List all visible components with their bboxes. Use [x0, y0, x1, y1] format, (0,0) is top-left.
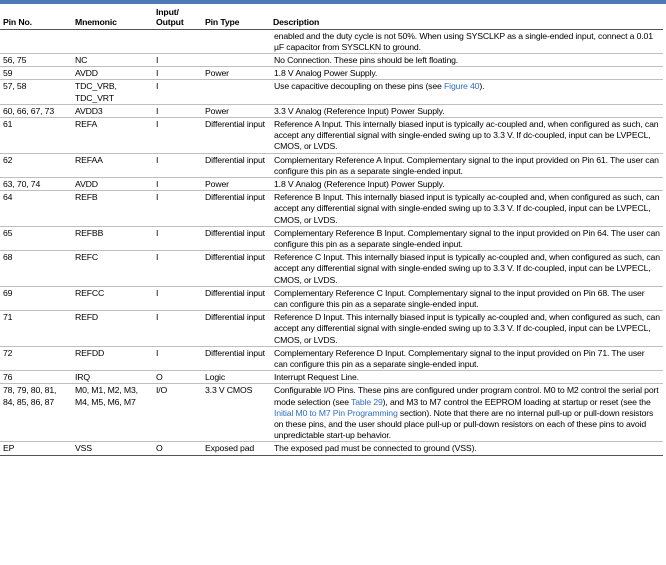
header-pin-no: Pin No.	[0, 4, 72, 29]
pin-no-cell: 71	[0, 311, 72, 347]
mnemonic-cell	[72, 29, 153, 53]
description-cell: 1.8 V Analog (Reference Input) Power Supply.	[269, 177, 663, 190]
description-cell: Reference A Input. This internally biased input is typically ac-coupled and, when configured as such, can accept any differential signal with single-ended swing up to 3.3 V. If dc-coupled, input can be LVPECL, CMOS, or LVDS.	[269, 117, 663, 153]
io-cell: I	[153, 286, 202, 310]
pin-type-cell: Power	[202, 67, 269, 80]
pin-no-cell: 64	[0, 191, 72, 227]
description-text: ), and M3 to M7 control the EEPROM loading at startup or reset (see the	[382, 396, 651, 407]
table-row	[0, 104, 663, 117]
pin-no-cell: 76	[0, 371, 72, 384]
pin-no-cell: 68	[0, 251, 72, 287]
header-input-output: Input/ Output	[153, 4, 202, 29]
mnemonic-cell: REFA	[72, 117, 153, 153]
pin-type-cell: Differential input	[202, 286, 269, 310]
pin-no-cell	[0, 29, 72, 53]
pin-no-cell: 78, 79, 80, 81, 84, 85, 86, 87	[0, 384, 72, 442]
pin-no-cell: 63, 70, 74	[0, 177, 72, 190]
io-cell	[153, 29, 202, 53]
pin-type-cell: Differential input	[202, 311, 269, 347]
table-row	[0, 251, 663, 287]
io-cell: O	[153, 442, 202, 455]
description-cell: No Connection. These pins should be left floating.	[269, 53, 663, 66]
pin-type-cell: Power	[202, 177, 269, 190]
header-description: Description	[269, 4, 663, 29]
table-row	[0, 67, 663, 80]
description-cell: Reference B Input. This internally biased input is typically ac-coupled and, when configured as such, can accept any differential signal with single-ended swing up to 3.3 V. If dc-coupled, input can be LVPECL, CMOS, or LVDS.	[269, 191, 663, 227]
description-cell	[269, 80, 663, 104]
pin-type-cell: Differential input	[202, 153, 269, 177]
pin-type-cell	[202, 80, 269, 104]
mnemonic-cell: AVDD3	[72, 104, 153, 117]
mnemonic-cell: AVDD	[72, 67, 153, 80]
io-cell: I	[153, 226, 202, 250]
description-cell	[269, 384, 663, 442]
description-text: ).	[479, 81, 485, 92]
io-cell: I/O	[153, 384, 202, 442]
pin-no-cell: 60, 66, 67, 73	[0, 104, 72, 117]
header-pin-type: Pin Type	[202, 4, 269, 29]
description-text: Use capacitive decoupling on these pins (see	[274, 81, 445, 92]
pin-no-cell: 69	[0, 286, 72, 310]
table-row	[0, 346, 663, 370]
mnemonic-cell: TDC_VRB, TDC_VRT	[72, 80, 153, 104]
description-cell: Complementary Reference A Input. Complementary signal to the input provided on Pin 61. The user can configure this pin as a separate single-ended input.	[269, 153, 663, 177]
description-cell: Interrupt Request Line.	[269, 371, 663, 384]
pin-type-cell: Differential input	[202, 191, 269, 227]
pin-type-cell: Differential input	[202, 346, 269, 370]
pin-type-cell	[202, 29, 269, 53]
pin-function-table	[0, 4, 663, 456]
description-cell: Complementary Reference B Input. Complementary signal to the input provided on Pin 64. The user can configure this pin as a separate single-ended input.	[269, 226, 663, 250]
mnemonic-cell: REFDD	[72, 346, 153, 370]
mnemonic-cell: REFB	[72, 191, 153, 227]
description-cell: Reference C Input. This internally biased input is typically ac-coupled and, when configured as such, can accept any differential signal with single-ended swing up to 3.3 V. If dc-coupled, input can be LVPECL, CMOS, or LVDS.	[269, 251, 663, 287]
pin-no-cell: 72	[0, 346, 72, 370]
pin-type-cell: Logic	[202, 371, 269, 384]
table-row	[0, 80, 663, 104]
mnemonic-cell: AVDD	[72, 177, 153, 190]
table-29-link[interactable]: Table 29	[351, 396, 383, 407]
table-row	[0, 29, 663, 53]
table-row	[0, 177, 663, 190]
table-row	[0, 153, 663, 177]
table-row	[0, 286, 663, 310]
description-text: section). Note that there are no internal pull-up or pull-down resistors on these pins, and the user should place pull-up or pull-down resistors on each of these pins to avoid unpredictable start-up behavior.	[274, 407, 654, 441]
mnemonic-cell: REFD	[72, 311, 153, 347]
io-cell: I	[153, 53, 202, 66]
mnemonic-cell: REFAA	[72, 153, 153, 177]
table-row	[0, 442, 663, 455]
io-cell: I	[153, 251, 202, 287]
mnemonic-cell: M0, M1, M2, M3, M4, M5, M6, M7	[72, 384, 153, 442]
table-row	[0, 226, 663, 250]
io-cell: I	[153, 177, 202, 190]
description-cell: Complementary Reference D Input. Complementary signal to the input provided on Pin 71. The user can configure this pin as a separate single-ended input.	[269, 346, 663, 370]
table-row	[0, 53, 663, 66]
mnemonic-cell: NC	[72, 53, 153, 66]
io-cell: I	[153, 80, 202, 104]
table-row	[0, 191, 663, 227]
mnemonic-cell: VSS	[72, 442, 153, 455]
pin-programming-link[interactable]: Initial M0 to M7 Pin Programming	[274, 407, 398, 418]
pin-no-cell: 62	[0, 153, 72, 177]
pin-type-cell	[202, 53, 269, 66]
table-row	[0, 117, 663, 153]
mnemonic-cell: REFC	[72, 251, 153, 287]
pin-type-cell: Differential input	[202, 226, 269, 250]
mnemonic-cell: IRQ	[72, 371, 153, 384]
description-text: Configurable I/O Pins. These pins are configured under program control. M0 to M2 control the serial port mode selection (see	[274, 385, 659, 407]
io-cell: I	[153, 153, 202, 177]
pin-no-cell: 65	[0, 226, 72, 250]
io-cell: I	[153, 67, 202, 80]
description-cell: 1.8 V Analog Power Supply.	[269, 67, 663, 80]
table-row	[0, 371, 663, 384]
header-mnemonic: Mnemonic	[72, 4, 153, 29]
pin-no-cell: EP	[0, 442, 72, 455]
io-cell: I	[153, 104, 202, 117]
pin-type-cell: Differential input	[202, 251, 269, 287]
pin-type-cell: Differential input	[202, 117, 269, 153]
io-cell: I	[153, 191, 202, 227]
description-cell: The exposed pad must be connected to ground (VSS).	[269, 442, 663, 455]
pin-no-cell: 57, 58	[0, 80, 72, 104]
figure-40-link[interactable]: Figure 40	[444, 81, 480, 92]
table-row	[0, 311, 663, 347]
description-cell: 3.3 V Analog (Reference Input) Power Supply.	[269, 104, 663, 117]
pin-no-cell: 56, 75	[0, 53, 72, 66]
mnemonic-cell: REFBB	[72, 226, 153, 250]
io-cell: O	[153, 371, 202, 384]
pin-no-cell: 61	[0, 117, 72, 153]
mnemonic-cell: REFCC	[72, 286, 153, 310]
io-cell: I	[153, 117, 202, 153]
pin-no-cell: 59	[0, 67, 72, 80]
table-header-row	[0, 4, 663, 29]
io-cell: I	[153, 346, 202, 370]
table-row	[0, 384, 663, 442]
description-cell: Reference D Input. This internally biased input is typically ac-coupled and, when configured as such, can accept any differential signal with single-ended swing up to 3.3 V. If dc-coupled, input can be LVPECL, CMOS, or LVDS.	[269, 311, 663, 347]
pin-type-cell: 3.3 V CMOS	[202, 384, 269, 442]
io-cell: I	[153, 311, 202, 347]
pin-type-cell: Exposed pad	[202, 442, 269, 455]
description-cell: enabled and the duty cycle is not 50%. When using SYSCLKP as a single-ended input, connect a 0.01 µF capacitor from SYSCLKN to ground.	[269, 29, 663, 53]
pin-type-cell: Power	[202, 104, 269, 117]
description-cell: Complementary Reference C Input. Complementary signal to the input provided on Pin 68. The user can configure this pin as a separate single-ended input.	[269, 286, 663, 310]
